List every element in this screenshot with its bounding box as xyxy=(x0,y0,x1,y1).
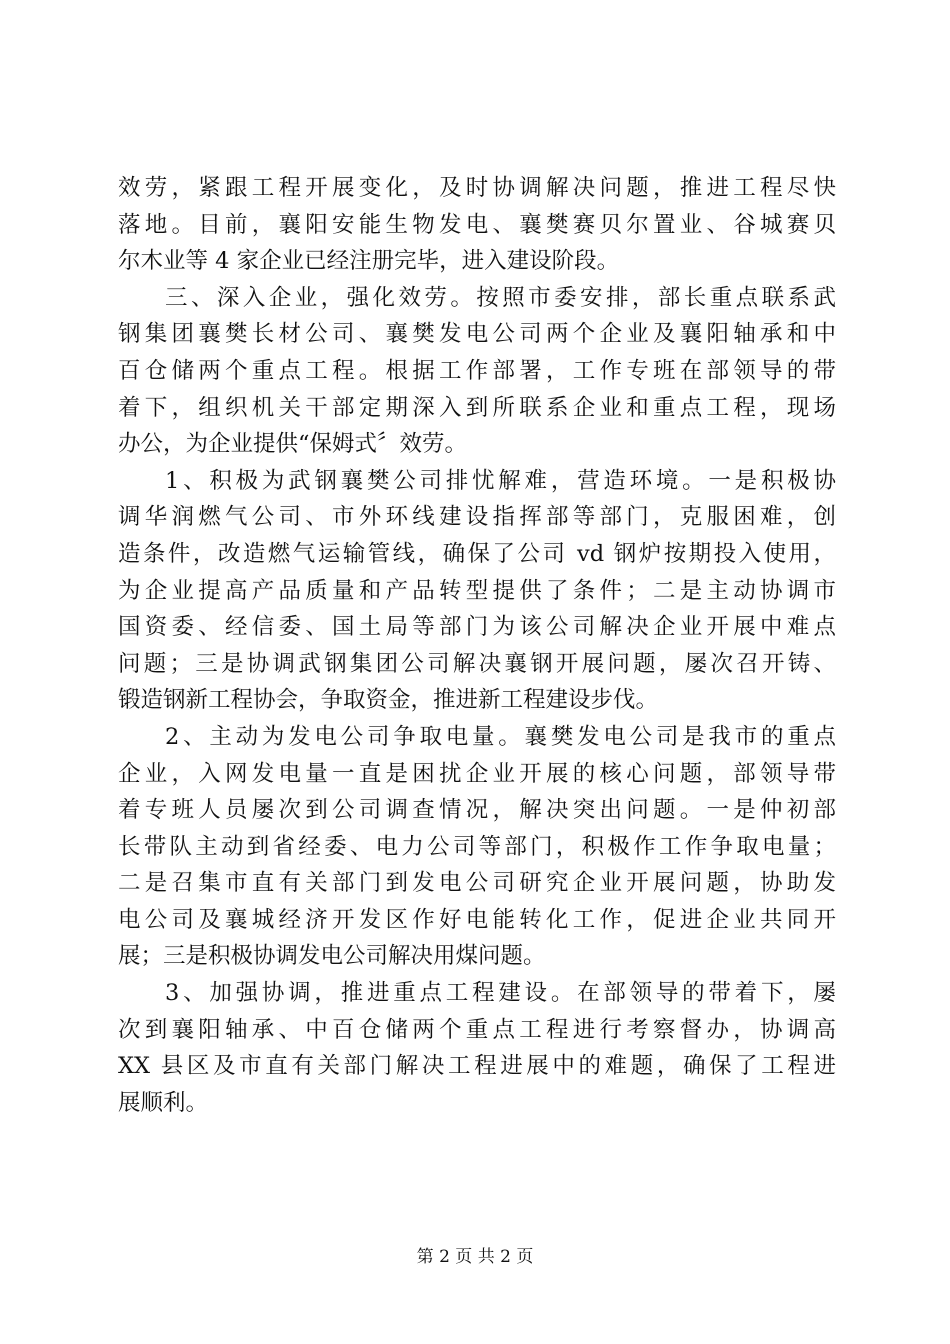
document-body xyxy=(118,170,836,1121)
text-line: 次到襄阳轴承、中百仓储两个重点工程进行考察督办，协调高 xyxy=(118,1016,836,1043)
text-line: 二是召集市直有关部门到发电公司研究企业开展问题，协助发 xyxy=(118,870,836,897)
text-line: XX 县区及市直有关部门解决工程进展中的难题，确保了工程进 xyxy=(118,1053,836,1080)
text-line: 钢集团襄樊长材公司、襄樊发电公司两个企业及襄阳轴承和中 xyxy=(118,321,836,348)
page-number-footer: 第 2 页 共 2 页 xyxy=(416,1247,534,1267)
text-line: 着专班人员屡次到公司调查情况，解决突出问题。一是仲初部 xyxy=(118,797,836,824)
text-line: 展；三是积极协调发电公司解决用煤问题。 xyxy=(118,943,546,970)
paragraph-4 xyxy=(118,719,836,975)
text-line: 问题；三是协调武钢集团公司解决襄钢开展问题，屡次召开铸、 xyxy=(118,650,836,677)
paragraph-1 xyxy=(118,170,836,280)
text-line: 1、积极为武钢襄樊公司排忧解难，营造环境。一是积极协 xyxy=(165,467,836,494)
text-line: 办公，为企业提供“保姆式〞效劳。 xyxy=(118,431,468,458)
text-line: 国资委、经信委、国土局等部门为该公司解决企业开展中难点 xyxy=(118,614,836,641)
text-line: 造条件，改造燃气运输管线，确保了公司 vd 钢炉按期投入使用， xyxy=(118,540,836,567)
paragraph-3 xyxy=(118,463,836,719)
paragraph-2 xyxy=(118,280,836,463)
text-line: 长带队主动到省经委、电力公司等部门，积极作工作争取电量； xyxy=(118,833,836,860)
text-line: 2、主动为发电公司争取电量。襄樊发电公司是我市的重点 xyxy=(165,723,836,750)
text-line: 企业，入网发电量一直是困扰企业开展的核心问题，部领导带 xyxy=(118,760,836,787)
text-line: 落地。目前，襄阳安能生物发电、襄樊赛贝尔置业、谷城赛贝 xyxy=(118,211,836,238)
text-line: 为企业提高产品质量和产品转型提供了条件；二是主动协调市 xyxy=(118,577,836,604)
text-line: 3、加强协调，推进重点工程建设。在部领导的带着下，屡 xyxy=(165,980,836,1007)
text-line: 百仓储两个重点工程。根据工作部署，工作专班在部领导的带 xyxy=(118,357,836,384)
text-line: 尔木业等 4 家企业已经注册完毕，进入建设阶段。 xyxy=(118,248,620,275)
text-line: 锻造钢新工程协会，争取资金，推进新工程建设步伐。 xyxy=(118,687,659,714)
text-line: 三、深入企业，强化效劳。按照市委安排，部长重点联系武 xyxy=(165,284,836,311)
text-line: 着下，组织机关干部定期深入到所联系企业和重点工程，现场 xyxy=(118,394,836,421)
text-line: 效劳，紧跟工程开展变化，及时协调解决问题，推进工程尽快 xyxy=(118,175,836,201)
text-line: 电公司及襄城经济开发区作好电能转化工作，促进企业共同开 xyxy=(118,906,836,933)
text-line: 调华润燃气公司、市外环线建设指挥部等部门，克服困难，创 xyxy=(118,504,836,531)
paragraph-5 xyxy=(118,975,836,1121)
text-line: 展顺利。 xyxy=(118,1089,209,1116)
